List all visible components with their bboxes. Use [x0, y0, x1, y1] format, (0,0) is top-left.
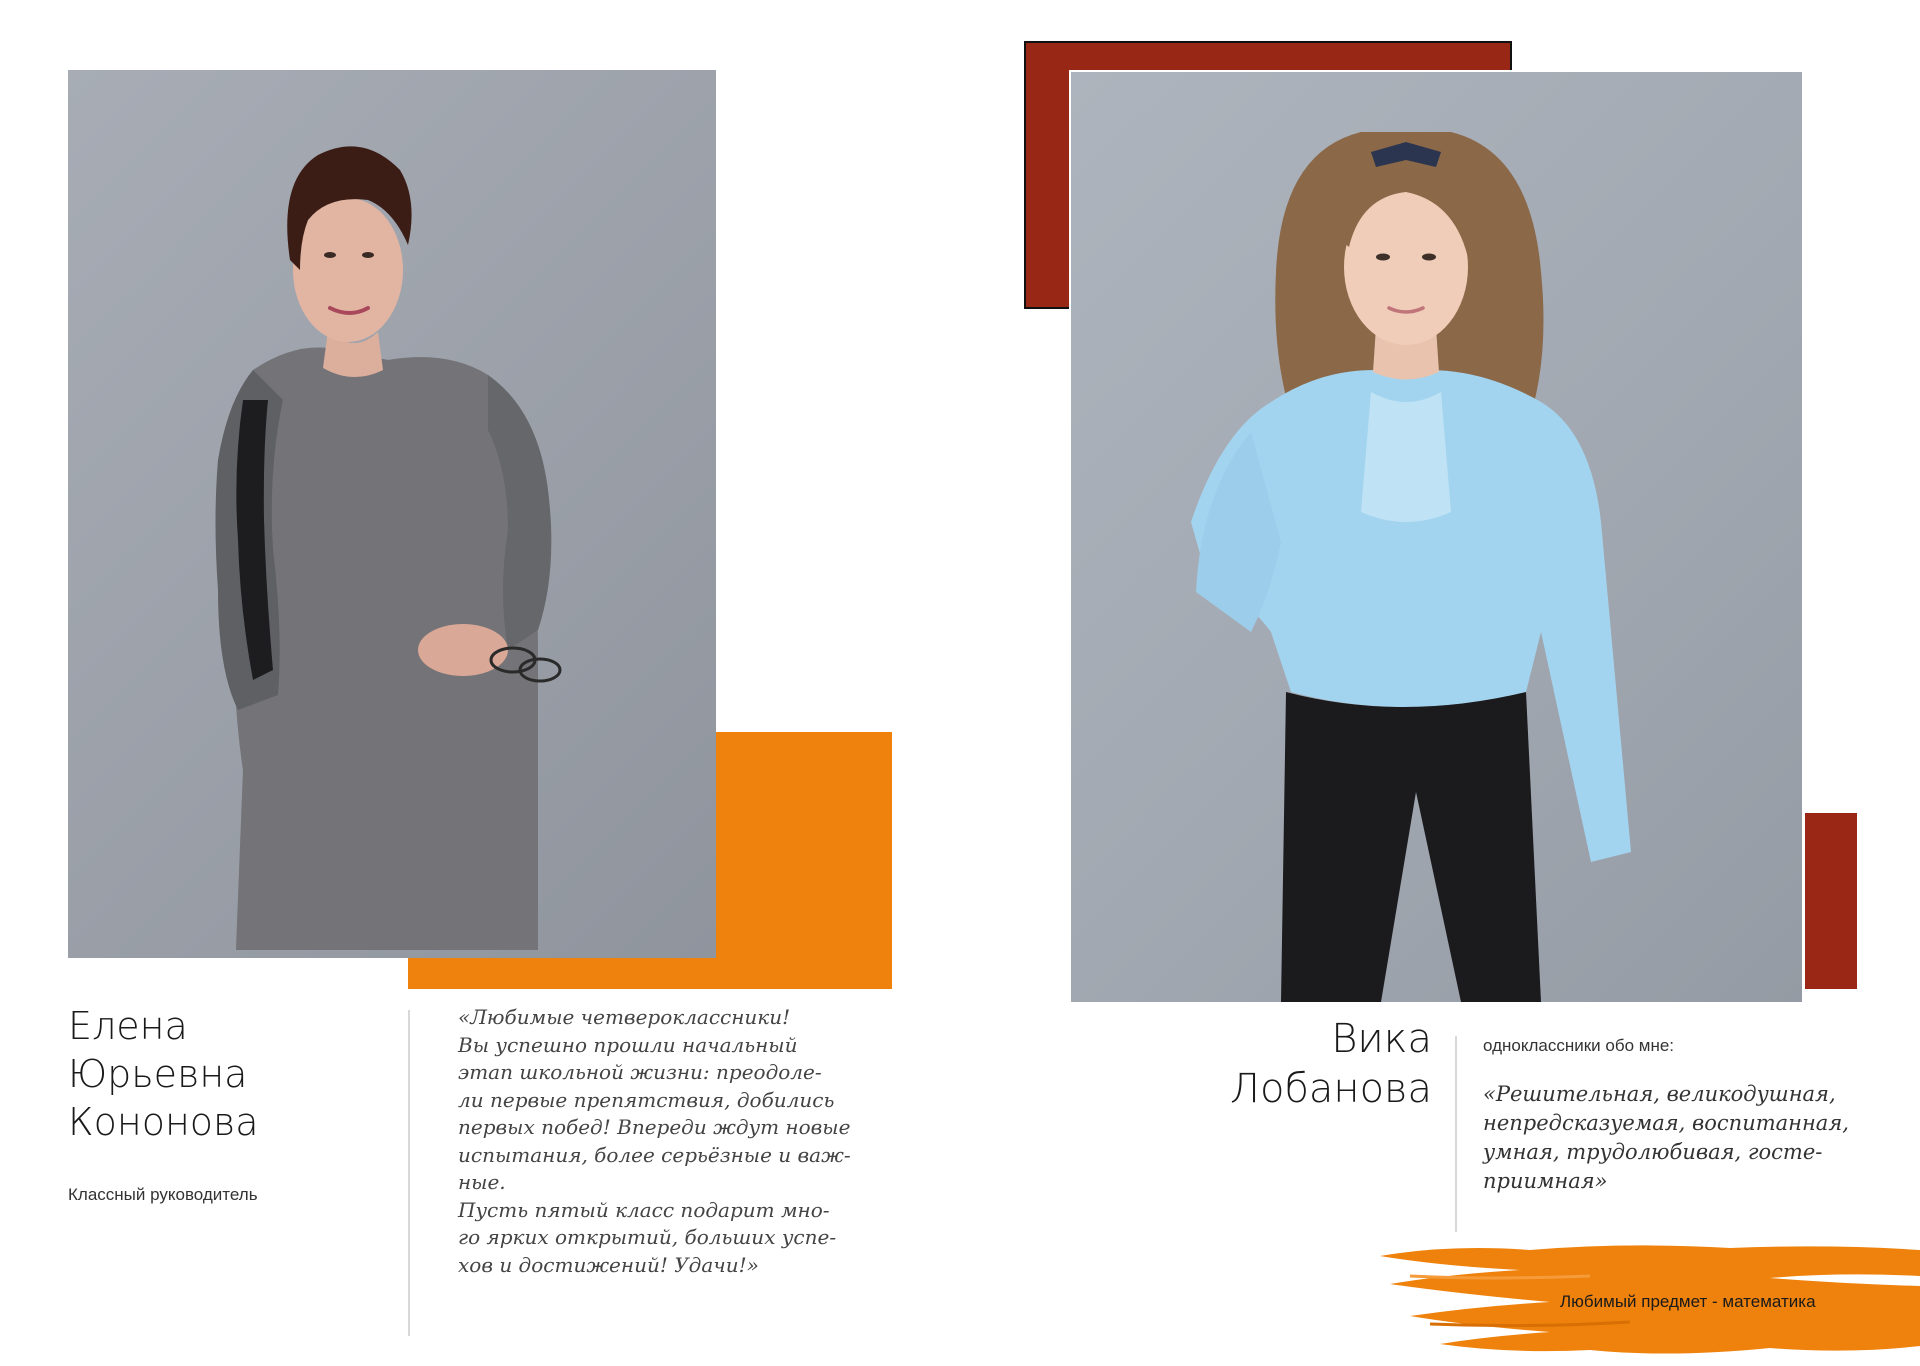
teacher-first-name: Елена	[68, 1004, 188, 1048]
divider-line	[1455, 1036, 1457, 1232]
favorite-subject: Любимый предмет - математика	[1560, 1292, 1816, 1311]
student-photo	[1069, 70, 1804, 1004]
student-last-name: Лобанова	[1229, 1066, 1432, 1112]
teacher-role: Классный руководитель	[68, 1185, 258, 1204]
student-name	[1170, 1014, 1432, 1114]
classmates-label: одноклассники обо мне:	[1483, 1036, 1675, 1055]
red-accent-block-right	[1805, 813, 1857, 989]
teacher-quote: «Любимые четвероклассники! Вы успешно прошли начальный этап школьной жизни: преодоле- ли первые препятствия, добились первых побед! Впереди ждут новые испытания, более серьёзные и важ- ные. Пусть пятый класс подарит мно- го ярких открытий, больших успе- хов и достижений! Удачи!»	[458, 1005, 851, 1277]
teacher-patronymic: Юрьевна	[68, 1052, 248, 1096]
teacher-last-name: Кононова	[68, 1100, 259, 1144]
divider-line	[408, 1010, 410, 1336]
teacher-photo	[68, 70, 716, 958]
classmates-quote: «Решительная, великодушная, непредсказуемая, воспитанная, умная, трудолюбивая, госте- приимная»	[1483, 1082, 1849, 1193]
student-first-name: Вика	[1331, 1016, 1432, 1062]
teacher-name	[68, 1002, 388, 1146]
